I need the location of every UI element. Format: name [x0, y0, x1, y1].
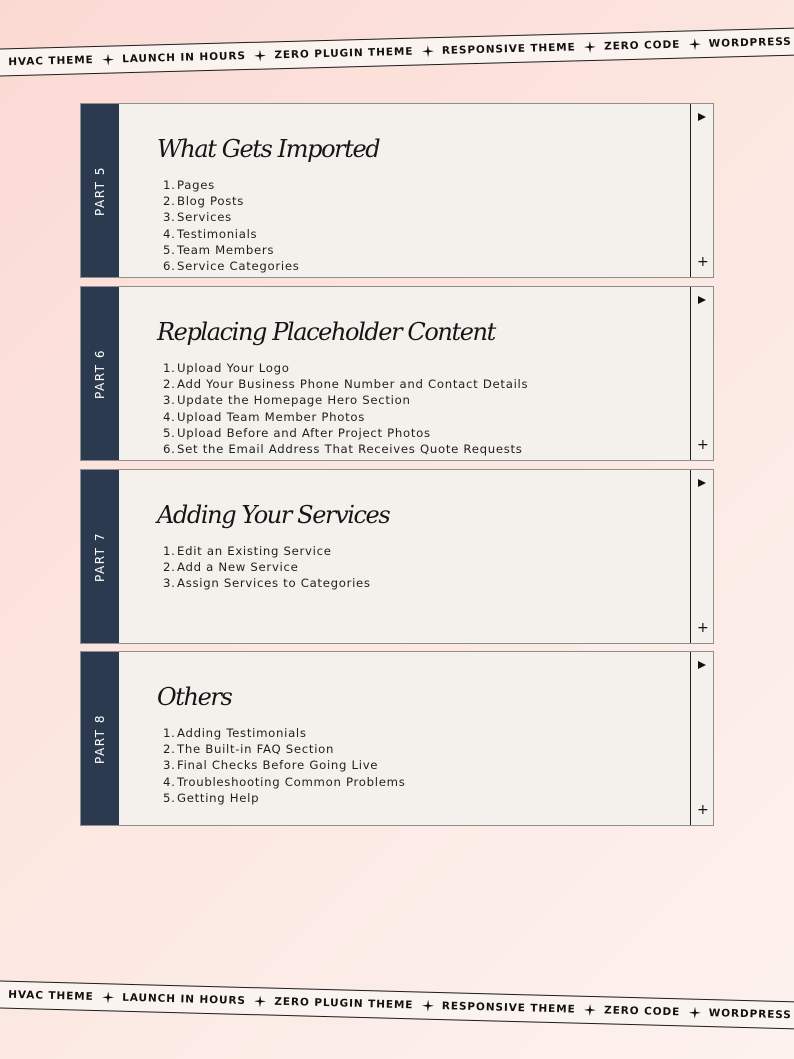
list-item-label: Add Your Business Phone Number and Contact Details	[177, 377, 529, 392]
section-list	[163, 725, 405, 806]
plus-icon[interactable]: +	[697, 437, 709, 453]
ribbon-item: WORDPRESS	[708, 35, 792, 50]
list-item: 5.Team Members	[163, 242, 275, 257]
ribbon-item: ZERO CODE	[603, 1004, 681, 1019]
sparkle-icon	[584, 41, 596, 53]
section-side-controls	[690, 652, 713, 825]
list-item-label: Service Categories	[177, 259, 300, 274]
list-item-label: Upload Your Logo	[177, 361, 290, 375]
section-tab	[81, 652, 119, 825]
section-title: Replacing Placeholder Content	[157, 318, 495, 346]
ribbon-item: LAUNCH IN HOURS	[122, 50, 247, 66]
play-icon[interactable]	[698, 296, 706, 304]
sparkle-icon	[688, 38, 700, 50]
ribbon-item: ZERO PLUGIN THEME	[274, 995, 414, 1012]
sparkle-icon	[254, 995, 266, 1007]
list-item-label: Upload Before and After Project Photos	[177, 425, 431, 440]
section-part-label: PART 8	[93, 713, 108, 764]
plus-icon[interactable]: +	[697, 620, 709, 636]
list-item: 2.Add a New Service	[163, 560, 299, 575]
sparkle-icon	[688, 1007, 700, 1019]
section-side-controls	[690, 287, 713, 460]
list-item: 1.Adding Testimonials	[163, 726, 307, 740]
list-item: 3.Assign Services to Categories	[163, 576, 371, 591]
section-title: Others	[157, 683, 232, 711]
list-item-label: Testimonials	[177, 226, 258, 241]
ribbon-item: LAUNCH IN HOURS	[122, 991, 247, 1007]
list-item-label: Getting Help	[177, 790, 260, 805]
list-item-label: Team Members	[177, 242, 275, 257]
section-card-part-7	[80, 469, 714, 644]
list-item-label: The Built-in FAQ Section	[177, 742, 335, 757]
plus-icon[interactable]: +	[697, 802, 709, 818]
list-item: 4.Troubleshooting Common Problems	[163, 774, 406, 789]
list-item: 6.Service Categories	[163, 259, 300, 274]
section-title: Adding Your Services	[157, 501, 390, 529]
play-icon[interactable]	[698, 113, 706, 121]
list-item-label: Blog Posts	[177, 194, 245, 209]
section-list	[163, 360, 528, 457]
ribbon-bottom	[0, 980, 794, 1029]
list-item-label: Update the Homepage Hero Section	[177, 393, 411, 408]
ribbon-item: RESPONSIVE THEME	[441, 1000, 576, 1016]
list-item-label: Services	[177, 210, 232, 225]
list-item-label: Edit an Existing Service	[177, 544, 332, 558]
list-item: 1.Edit an Existing Service	[163, 544, 332, 558]
section-side-controls	[690, 470, 713, 643]
list-item-label: Set the Email Address That Receives Quote Requests	[177, 442, 523, 457]
play-icon[interactable]	[698, 661, 706, 669]
list-item-label: Troubleshooting Common Problems	[177, 774, 406, 789]
list-item: 3.Services	[163, 210, 232, 225]
list-item: 1.Upload Your Logo	[163, 361, 290, 375]
section-tab	[81, 470, 119, 643]
section-card-part-8	[80, 651, 714, 826]
section-tab	[81, 104, 119, 277]
section-list	[163, 177, 300, 274]
list-item-label: Add a New Service	[177, 560, 299, 575]
list-item: 6.Set the Email Address That Receives Quote Requests	[163, 442, 523, 457]
section-part-label: PART 5	[93, 165, 108, 216]
ribbon-item: HVAC THEME	[8, 988, 94, 1003]
section-card-part-5	[80, 103, 714, 278]
sparkle-icon	[584, 1004, 596, 1016]
list-item-label: Assign Services to Categories	[177, 576, 371, 591]
section-tab	[81, 287, 119, 460]
sparkle-icon	[102, 991, 114, 1003]
sparkle-icon	[254, 50, 266, 62]
list-item-label: Pages	[177, 178, 215, 192]
section-part-label: PART 7	[93, 531, 108, 582]
list-item: 5.Upload Before and After Project Photos	[163, 425, 431, 440]
section-side-controls	[690, 104, 713, 277]
list-item-label: Adding Testimonials	[177, 726, 307, 740]
plus-icon[interactable]: +	[697, 254, 709, 270]
ribbon-top	[0, 27, 794, 76]
list-item: 3.Update the Homepage Hero Section	[163, 393, 411, 408]
ribbon-item: WORDPRESS	[708, 1007, 792, 1022]
sparkle-icon	[102, 53, 114, 65]
list-item: 2.The Built-in FAQ Section	[163, 742, 335, 757]
list-item: 2.Add Your Business Phone Number and Contact Details	[163, 377, 529, 392]
sparkle-icon	[421, 45, 433, 57]
section-part-label: PART 6	[93, 348, 108, 399]
list-item: 5.Getting Help	[163, 790, 260, 805]
list-item: 3.Final Checks Before Going Live	[163, 758, 379, 773]
section-list	[163, 543, 371, 592]
list-item-label: Upload Team Member Photos	[177, 409, 365, 424]
ribbon-item: ZERO PLUGIN THEME	[274, 45, 414, 62]
list-item: 4.Upload Team Member Photos	[163, 409, 365, 424]
section-title: What Gets Imported	[157, 135, 380, 163]
sparkle-icon	[421, 1000, 433, 1012]
play-icon[interactable]	[698, 479, 706, 487]
ribbon-item: HVAC THEME	[8, 54, 94, 69]
list-item: 4.Testimonials	[163, 226, 258, 241]
list-item: 1.Pages	[163, 178, 215, 192]
list-item: 2.Blog Posts	[163, 194, 245, 209]
list-item-label: Final Checks Before Going Live	[177, 758, 379, 773]
section-card-part-6	[80, 286, 714, 461]
ribbon-item: RESPONSIVE THEME	[441, 41, 576, 57]
ribbon-item: ZERO CODE	[603, 38, 681, 53]
